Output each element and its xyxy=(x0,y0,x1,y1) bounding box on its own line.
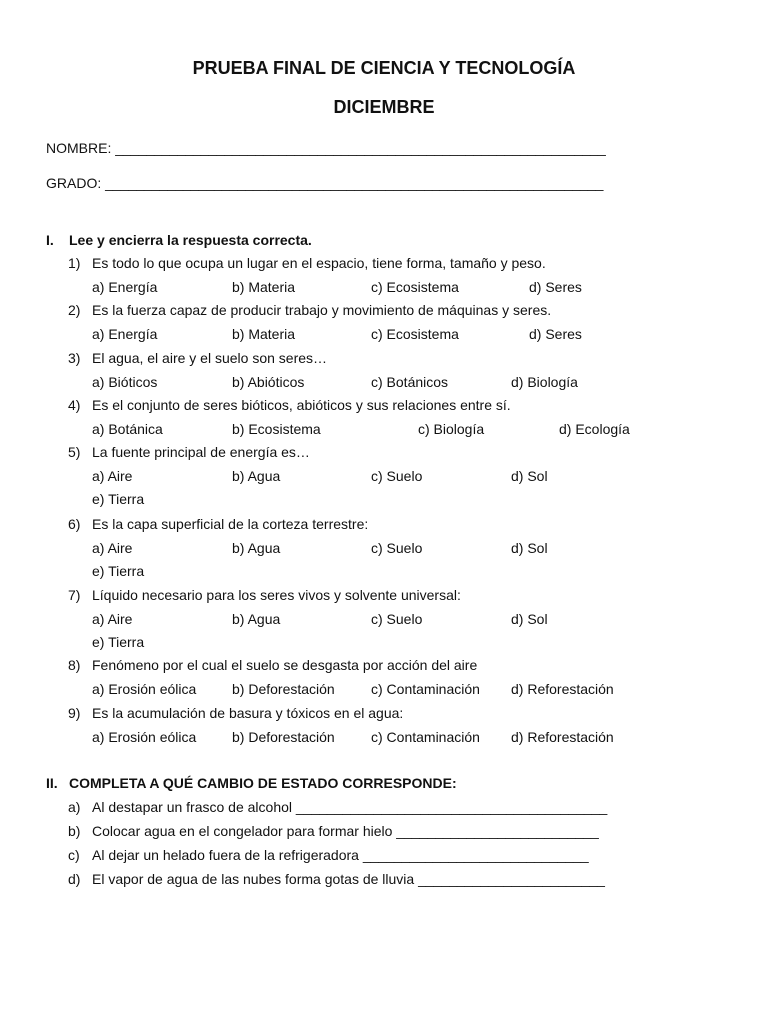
answer-option[interactable]: d) Sol xyxy=(511,610,548,627)
question-number: 4) xyxy=(68,397,81,413)
answer-option[interactable]: a) Botánica xyxy=(92,420,163,437)
answer-option[interactable]: c) Biología xyxy=(418,420,485,437)
completion-item-text: Al dejar un helado fuera de la refrigeradora _____________________________ xyxy=(92,847,589,863)
question-number: 2) xyxy=(68,302,81,318)
section-1-number: I. xyxy=(46,232,54,248)
question-number: 7) xyxy=(68,587,81,603)
section-1-title: Lee y encierra la respuesta correcta. xyxy=(69,232,312,248)
question-text: Es la capa superficial de la corteza terrestre: xyxy=(92,516,369,532)
question-number: 6) xyxy=(68,516,81,532)
question-number: 9) xyxy=(68,705,81,721)
item-letter: a) xyxy=(68,799,81,815)
answer-option[interactable]: c) Contaminación xyxy=(371,728,480,745)
answer-option[interactable]: b) Abióticos xyxy=(232,373,305,390)
answer-option[interactable]: b) Agua xyxy=(232,467,281,484)
question-text: Es todo lo que ocupa un lugar en el espacio, tiene forma, tamaño y peso. xyxy=(92,255,546,271)
answer-option[interactable]: a) Energía xyxy=(92,325,158,342)
question-text: La fuente principal de energía es… xyxy=(92,444,310,460)
question-text: El agua, el aire y el suelo son seres… xyxy=(92,350,328,366)
answer-option[interactable]: d) Seres xyxy=(529,278,582,295)
answer-option[interactable]: d) Reforestación xyxy=(511,728,614,745)
answer-option[interactable]: a) Aire xyxy=(92,610,133,627)
answer-option[interactable]: d) Ecología xyxy=(559,420,630,437)
answer-option[interactable]: c) Suelo xyxy=(371,539,423,556)
section-2-title: COMPLETA A QUÉ CAMBIO DE ESTADO CORRESPONDE: xyxy=(69,775,457,791)
answer-option[interactable]: d) Sol xyxy=(511,539,548,556)
answer-option[interactable]: b) Deforestación xyxy=(232,680,335,697)
question-text: Líquido necesario para los seres vivos y solvente universal: xyxy=(92,587,461,603)
section-2-number: II. xyxy=(46,775,58,791)
question-number: 5) xyxy=(68,444,81,460)
answer-option[interactable]: e) Tierra xyxy=(92,634,145,650)
answer-option[interactable]: d) Biología xyxy=(511,373,578,390)
answer-option[interactable]: d) Sol xyxy=(511,467,548,484)
answer-option[interactable]: b) Ecosistema xyxy=(232,420,321,437)
answer-option[interactable]: a) Aire xyxy=(92,539,133,556)
answer-option[interactable]: a) Bióticos xyxy=(92,373,158,390)
answer-option[interactable]: d) Seres xyxy=(529,325,582,342)
answer-option[interactable]: c) Contaminación xyxy=(371,680,480,697)
question-number: 3) xyxy=(68,350,81,366)
answer-option[interactable]: b) Agua xyxy=(232,610,281,627)
page-title: PRUEBA FINAL DE CIENCIA Y TECNOLOGÍA xyxy=(192,58,576,78)
answer-option[interactable]: b) Materia xyxy=(232,325,296,342)
answer-option[interactable]: a) Aire xyxy=(92,467,133,484)
answer-option[interactable]: c) Ecosistema xyxy=(371,325,459,342)
answer-option[interactable]: b) Deforestación xyxy=(232,728,335,745)
question-text: Es el conjunto de seres bióticos, abióticos y sus relaciones entre sí. xyxy=(92,397,511,413)
grade-field: GRADO: ________________________________________________________________ xyxy=(46,175,604,191)
item-letter: c) xyxy=(68,847,80,863)
completion-item-text: Al destapar un frasco de alcohol ________________________________________ xyxy=(92,799,608,815)
item-letter: b) xyxy=(68,823,81,839)
question-number: 1) xyxy=(68,255,81,271)
answer-option[interactable]: d) Reforestación xyxy=(511,680,614,697)
answer-option[interactable]: a) Erosión eólica xyxy=(92,680,197,697)
completion-item-text: El vapor de agua de las nubes forma gotas de lluvia ________________________ xyxy=(92,871,605,887)
question-text: Es la fuerza capaz de producir trabajo y movimiento de máquinas y seres. xyxy=(92,302,552,318)
answer-option[interactable]: b) Agua xyxy=(232,539,281,556)
answer-option[interactable]: a) Erosión eólica xyxy=(92,728,197,745)
answer-option[interactable]: e) Tierra xyxy=(92,563,145,579)
question-text: Fenómeno por el cual el suelo se desgasta por acción del aire xyxy=(92,657,478,673)
answer-option[interactable]: c) Suelo xyxy=(371,467,423,484)
answer-option[interactable]: a) Energía xyxy=(92,278,158,295)
question-text: Es la acumulación de basura y tóxicos en el agua: xyxy=(92,705,404,721)
question-number: 8) xyxy=(68,657,81,673)
answer-option[interactable]: e) Tierra xyxy=(92,491,145,507)
page-subtitle: DICIEMBRE xyxy=(333,97,435,117)
answer-option[interactable]: b) Materia xyxy=(232,278,296,295)
answer-option[interactable]: c) Ecosistema xyxy=(371,278,459,295)
answer-option[interactable]: c) Suelo xyxy=(371,610,423,627)
answer-option[interactable]: c) Botánicos xyxy=(371,373,449,390)
name-field: NOMBRE: _______________________________________________________________ xyxy=(46,140,606,156)
item-letter: d) xyxy=(68,871,81,887)
completion-item-text: Colocar agua en el congelador para formar hielo __________________________ xyxy=(92,823,599,839)
